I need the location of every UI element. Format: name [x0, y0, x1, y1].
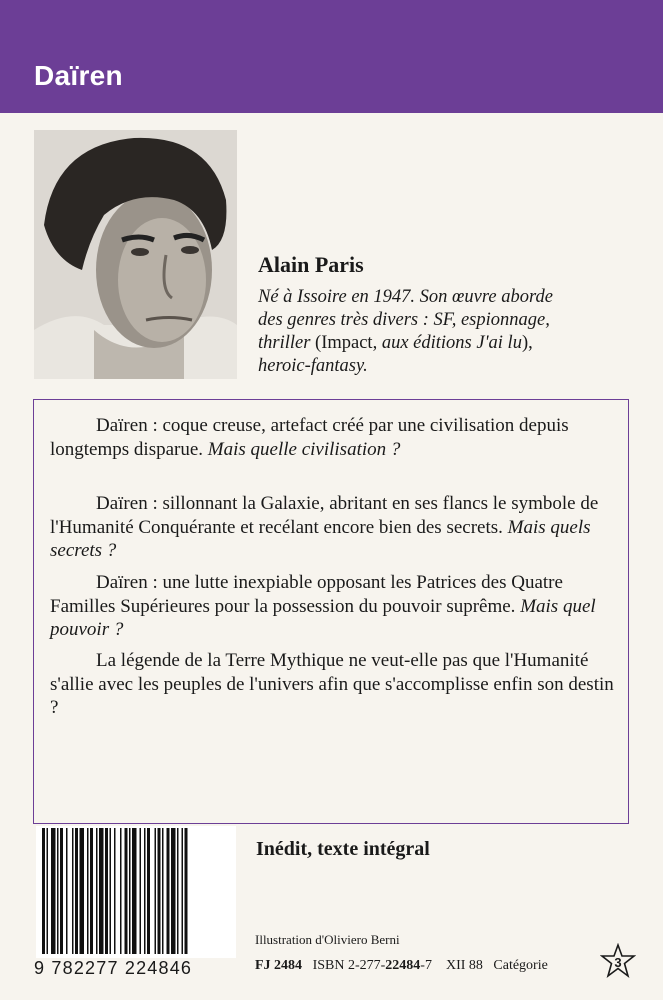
barcode-bar: [42, 828, 45, 954]
barcode-bar: [51, 828, 56, 954]
barcode-bar: [177, 828, 179, 954]
barcode-bar: [99, 828, 104, 954]
synopsis-paragraph: [50, 492, 620, 563]
barcode-bar: [144, 828, 146, 954]
barcode-bar: [57, 828, 59, 954]
category-star-icon: [600, 943, 636, 979]
barcode-bar: [72, 828, 74, 954]
book-title: Daïren: [34, 60, 123, 91]
bio-fragment: thriller: [258, 333, 311, 353]
barcode-bar: [140, 828, 142, 954]
bio-line: [258, 332, 658, 355]
bio-line: des genres très divers : SF, espionnage,: [258, 310, 550, 330]
barcode-bar: [167, 828, 170, 954]
date-code: XII 88: [445, 958, 483, 973]
bio-fragment: (Impact,: [310, 333, 382, 353]
barcode-bar: [80, 828, 85, 954]
fj-code: FJ 2484: [255, 958, 303, 973]
category-label: Catégorie: [493, 958, 548, 973]
synopsis-paragraph: [50, 649, 620, 720]
author-portrait: [34, 130, 237, 379]
catalog-line: [255, 958, 548, 974]
author-name: Alain Paris: [258, 252, 364, 277]
edition-note: Inédit, texte intégral: [256, 838, 430, 860]
barcode-bar: [66, 828, 68, 954]
isbn-bold: 22484: [385, 958, 421, 973]
barcode-bar: [155, 828, 157, 954]
barcode-bar: [132, 828, 137, 954]
paragraph-question: Mais quel pouvoir ?: [50, 595, 596, 640]
barcode-bar: [90, 828, 93, 954]
bio-fragment: aux éditions J'ai lu: [381, 333, 522, 353]
paragraph-text: Daïren : sillonnant la Galaxie, abritant en ses flancs le symbole de l'Humanité Conquérante et recélant encore bien des secrets.: [50, 493, 599, 538]
barcode-bar: [87, 828, 89, 954]
isbn-prefix: ISBN 2-277-: [312, 958, 386, 973]
barcode-bar: [47, 828, 49, 954]
barcode-bar: [147, 828, 150, 954]
isbn-suffix: -7: [420, 958, 432, 973]
category-number: 3: [614, 955, 622, 970]
barcode-bar: [120, 828, 122, 954]
barcode-bar: [171, 828, 176, 954]
barcode-digits: 9 782277 224846: [34, 958, 193, 978]
barcode-bar: [125, 828, 128, 954]
header-band: [0, 0, 663, 113]
paragraph-question: Mais quelle civilisation ?: [207, 438, 401, 460]
paragraph-text: La légende de la Terre Mythique ne veut-elle pas que l'Humanité s'allie avec les peuples de l'univers afin que s'accomplisse enfin son destin ?: [50, 650, 614, 718]
barcode: [36, 826, 236, 958]
barcode-bar: [96, 828, 98, 954]
bio-line: Né à Issoire en 1947. Son œuvre aborde: [258, 287, 553, 307]
bio-fragment: ),: [521, 333, 533, 353]
paragraph-text: Daïren : coque creuse, artefact créé par une civilisation depuis longtemps disparue.: [50, 415, 569, 460]
paragraph-question: Mais quels secrets ?: [50, 516, 591, 561]
synopsis-paragraph: [50, 571, 620, 642]
barcode-bar: [129, 828, 131, 954]
barcode-bar: [110, 828, 112, 954]
synopsis-paragraph: [50, 414, 620, 461]
author-bio: [258, 286, 658, 378]
barcode-bar: [158, 828, 161, 954]
barcode-bar: [185, 828, 188, 954]
paragraph-text: Daïren : une lutte inexpiable opposant les Patrices des Quatre Familles Supérieures pour la possession du pouvoir suprême.: [50, 572, 563, 617]
barcode-bar: [75, 828, 78, 954]
barcode-bar: [182, 828, 184, 954]
illustration-credit: Illustration d'Oliviero Berni: [255, 932, 400, 947]
barcode-bar: [105, 828, 108, 954]
barcode-bar: [60, 828, 63, 954]
barcode-bar: [162, 828, 164, 954]
barcode-bar: [114, 828, 116, 954]
bio-line: heroic-fantasy.: [258, 356, 368, 376]
